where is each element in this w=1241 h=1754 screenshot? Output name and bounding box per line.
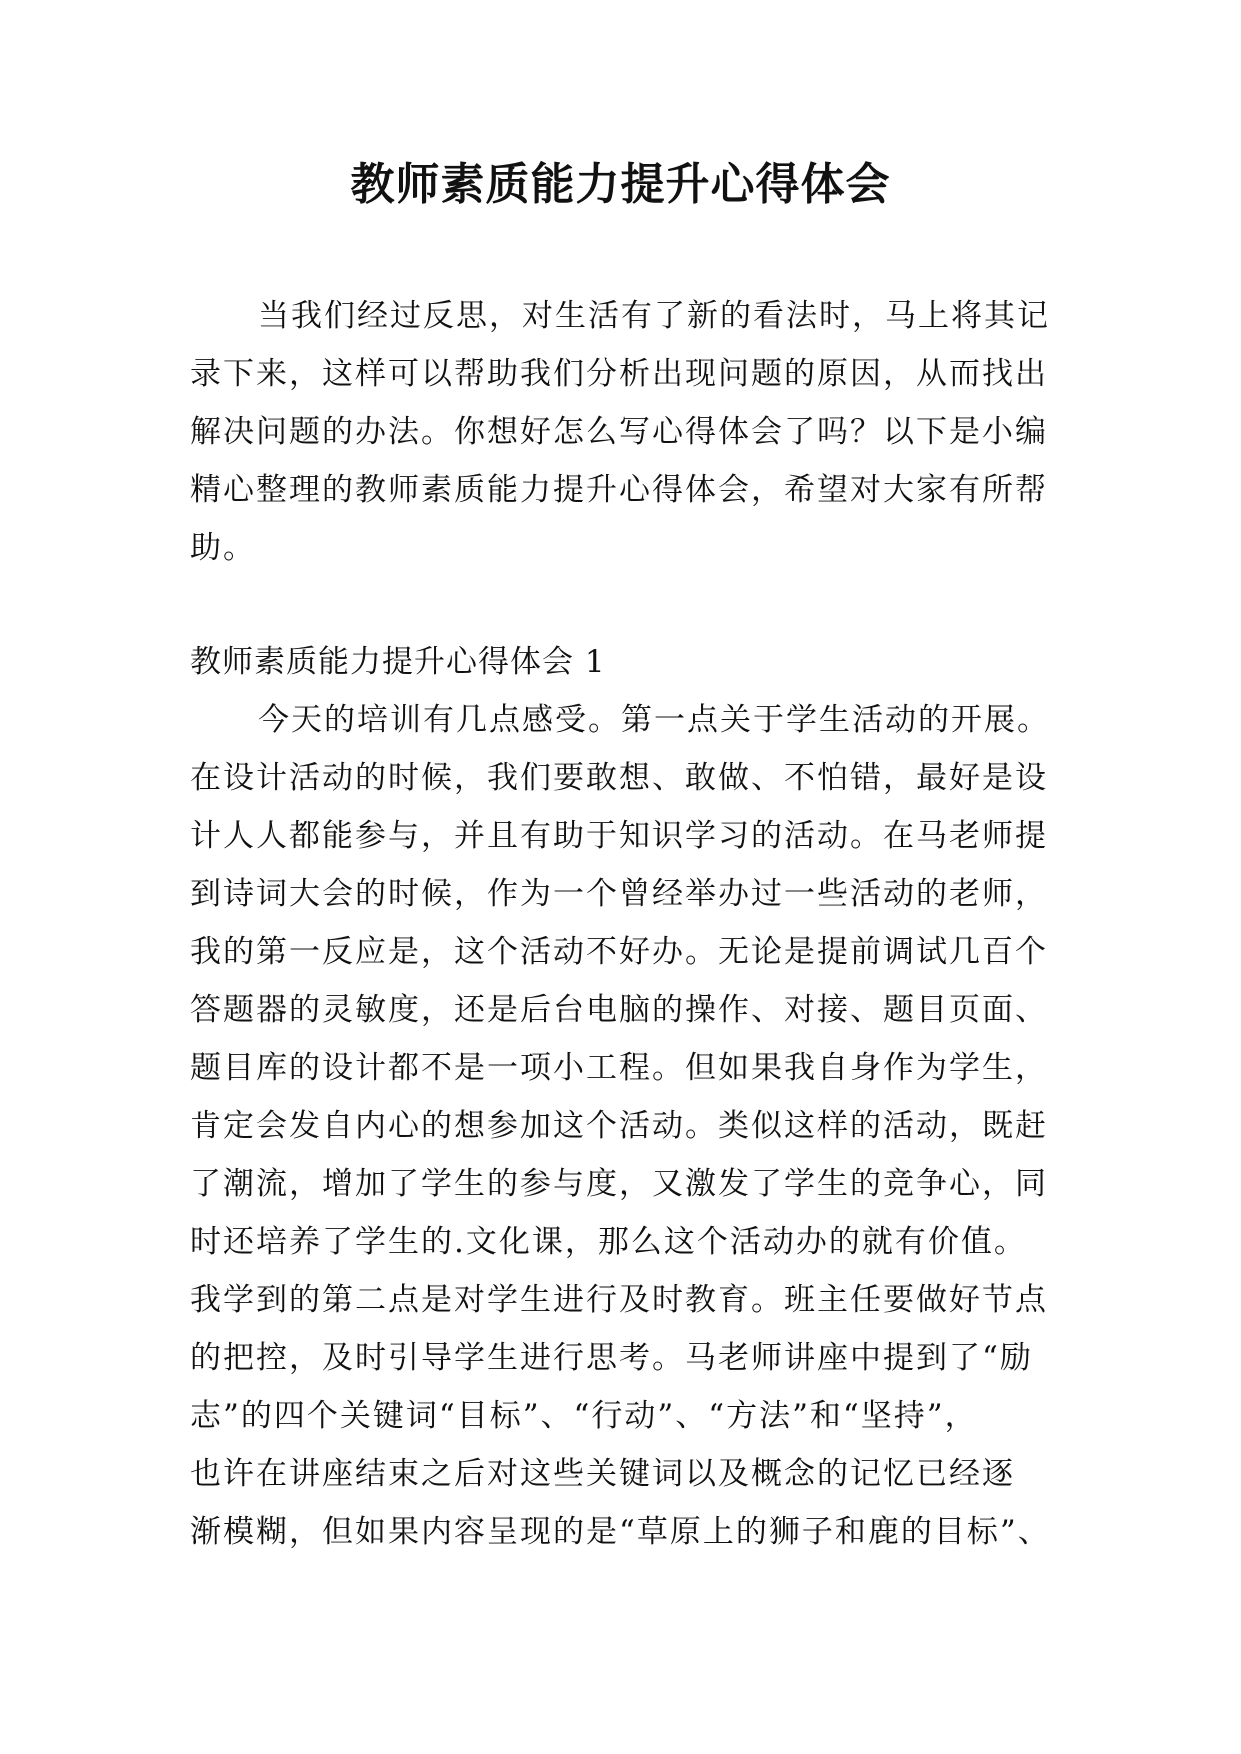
paragraph-line: 答题器的灵敏度，还是后台电脑的操作、对接、题目页面、 [190, 992, 1048, 1028]
paragraph-line: 志”的四个关键词“目标”、“行动”、“方法”和“坚持”， [190, 1398, 978, 1434]
paragraph-line: 精心整理的教师素质能力提升心得体会，希望对大家有所帮 [190, 472, 1048, 508]
section-heading: 教师素质能力提升心得体会 1 [190, 644, 606, 680]
paragraph-line: 渐模糊，但如果内容呈现的是“草原上的狮子和鹿的目标”、 [190, 1514, 1051, 1550]
paragraph-line: 题目库的设计都不是一项小工程。但如果我自身作为学生， [190, 1050, 1048, 1086]
document-title: 教师素质能力提升心得体会 [350, 159, 891, 210]
paragraph-line: 了潮流，增加了学生的参与度，又激发了学生的竞争心，同 [190, 1166, 1048, 1202]
paragraph-line: 助。 [190, 530, 256, 566]
paragraph-line: 我的第一反应是，这个活动不好办。无论是提前调试几百个 [190, 934, 1048, 970]
paragraph-line: 也许在讲座结束之后对这些关键词以及概念的记忆已经逐 [190, 1456, 1015, 1492]
intro-paragraph [190, 287, 1060, 577]
paragraph-line: 当我们经过反思，对生活有了新的看法时，马上将其记 [258, 298, 1050, 334]
section-1 [190, 633, 1060, 1561]
paragraph-line: 时还培养了学生的.文化课，那么这个活动办的就有价值。 [190, 1224, 1027, 1260]
paragraph-line: 录下来，这样可以帮助我们分析出现问题的原因，从而找出 [190, 356, 1048, 392]
paragraph-line: 在设计活动的时候，我们要敢想、敢做、不怕错，最好是设 [190, 760, 1048, 796]
paragraph-line: 的把控，及时引导学生进行思考。马老师讲座中提到了“励 [190, 1340, 1033, 1376]
paragraph-line: 我学到的第二点是对学生进行及时教育。班主任要做好节点 [190, 1282, 1048, 1318]
paragraph-line: 肯定会发自内心的想参加这个活动。类似这样的活动，既赶 [190, 1108, 1048, 1144]
paragraph-line: 计人人都能参与，并且有助于知识学习的活动。在马老师提 [190, 818, 1048, 854]
paragraph-line: 今天的培训有几点感受。第一点关于学生活动的开展。 [258, 702, 1050, 738]
paragraph-line: 到诗词大会的时候，作为一个曾经举办过一些活动的老师， [190, 876, 1048, 912]
paragraph-line: 解决问题的办法。你想好怎么写心得体会了吗？以下是小编 [190, 414, 1048, 450]
